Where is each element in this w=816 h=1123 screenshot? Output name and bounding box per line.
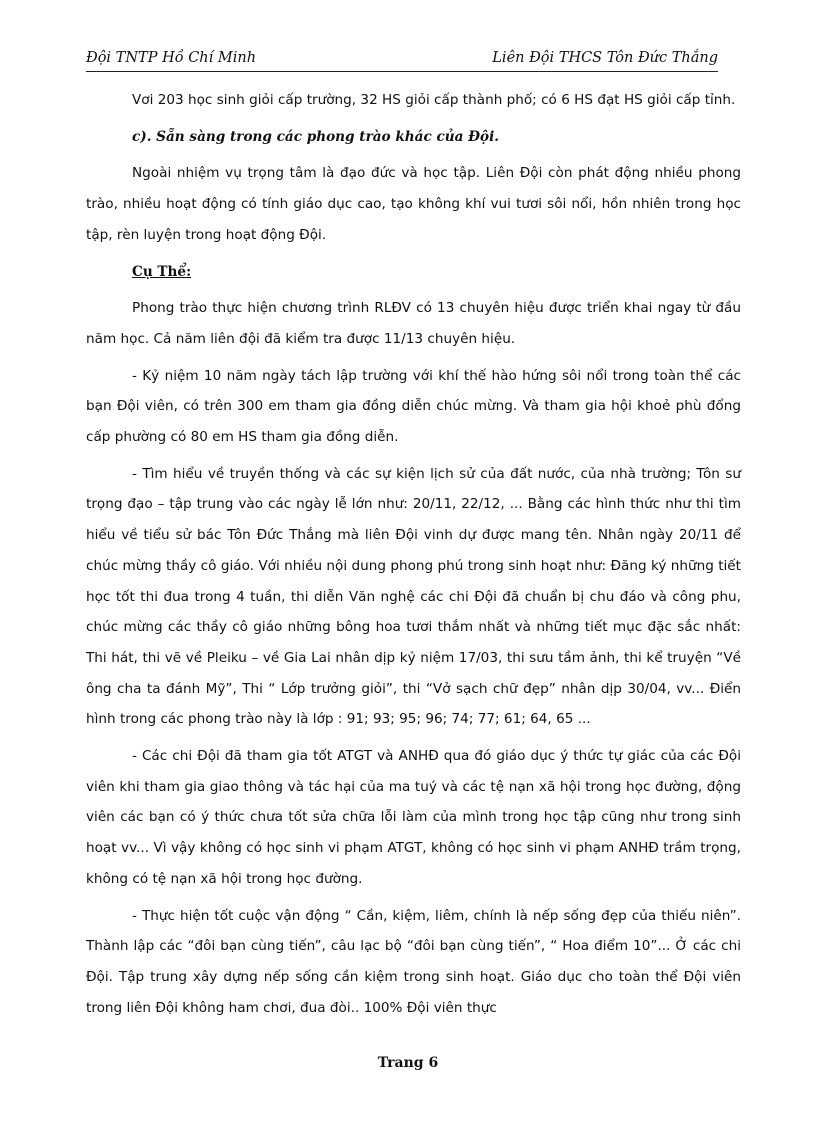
page-number: Trang 6	[377, 1055, 439, 1071]
paragraph-campaign: - Thực hiện tốt cuộc vận động “ Cần, kiệm, liêm, chính là nếp sống đẹp của thiếu niên”. Thành lập các “đôi bạn cùng tiến”, câu lạc bộ “đôi bạn cùng tiến”, “ Hoa điểm 10”... Ở các chi Đội. Tập trung xây dựng nếp sống cần kiệm trong sinh hoạt. Giáo dục cho toàn thể Đội viên trong liên Đội không ham chơi, đua đòi.. 100% Đội viên thực	[86, 907, 741, 1016]
paragraph-achievements: Vơi 203 học sinh giỏi cấp trường, 32 HS giỏi cấp thành phố; có 6 HS đạt HS giỏi cấp tỉnh.	[132, 92, 736, 108]
section-heading-c: c). Sẵn sàng trong các phong trào khác của Đội.	[132, 128, 500, 145]
page-header	[86, 50, 718, 72]
header-divider	[86, 71, 718, 72]
subheading-cu-the: Cụ Thể:	[132, 263, 192, 280]
paragraph-rldv: Phong trào thực hiện chương trình RLĐV có 13 chuyên hiệu được triển khai ngay từ đầu năm học. Cả năm liên đội đã kiểm tra được 11/13 chuyên hiệu.	[86, 300, 741, 347]
document-body	[86, 85, 741, 1029]
paragraph-anniversary: - Kỷ niệm 10 năm ngày tách lập trường với khí thế hào hứng sôi nổi trong toàn thể các bạn Đội viên, có trên 300 em tham gia đồng diễn chúc mừng. Và tham gia hội khoẻ phù đổng cấp phường có 80 em HS tham gia đồng diễn.	[86, 367, 741, 446]
header-school: Liên Đội THCS Tôn Đức Thắng	[492, 50, 718, 66]
paragraph-history: - Tìm hiểu về truyền thống và các sự kiện lịch sử của đất nước, của nhà trường; Tôn sư trọng đạo – tập trung vào các ngày lễ lớn như: 20/11, 22/12, ... Bằng các hình thức như thi tìm hiểu về tiểu sử bác Tôn Đức Thắng mà liên Đội vinh dự được mang tên. Nhân ngày 20/11 để chúc mừng thầy cô giáo. Với nhiều nội dung phong phú trong sinh hoạt như: Đăng ký những tiết học tốt thi đua trong 4 tuần, thi diễn Văn nghệ các chi Đội đã chuẩn bị chu đáo và công phu, chúc mừng các thầy cô giáo những bông hoa tươi thắm nhất và những tiết mục đặc sắc nhất: Thi hát, thi vẽ về Pleiku – về Gia Lai nhân dịp kỷ niệm 17/03, thi sưu tầm ảnh, thi kể truyện “Về ông cha ta đánh Mỹ”, Thi “ Lớp trưởng giỏi”, thi “Vở sạch chữ đẹp” nhân dịp 30/04, vv... Điển hình trong các phong trào này là lớp : 91; 93; 95; 96; 74; 77; 61; 64, 65 ...	[86, 465, 741, 728]
paragraph-atgt: - Các chi Đội đã tham gia tốt ATGT và ANHĐ qua đó giáo dục ý thức tự giác của các Đội viên khi tham gia giao thông và tác hại của ma tuý và các tệ nạn xã hội trong học đường, động viên các bạn có ý thức chưa tốt sửa chữa lỗi làm của mình trong học tập cũng như trong sinh hoạt vv... Vì vậy không có học sinh vi phạm ATGT, không có học sinh vi phạm ANHĐ trầm trọng, không có tệ nạn xã hội trong học đường.	[86, 748, 741, 887]
header-organization: Đội TNTP Hồ Chí Minh	[86, 50, 257, 66]
paragraph-intro: Ngoài nhiệm vụ trọng tâm là đạo đức và học tập. Liên Đội còn phát động nhiều phong trào, nhiều hoạt động có tính giáo dục cao, tạo không khí vui tươi sôi nổi, hồn nhiên trong học tập, rèn luyện trong hoạt động Đội.	[86, 165, 741, 243]
